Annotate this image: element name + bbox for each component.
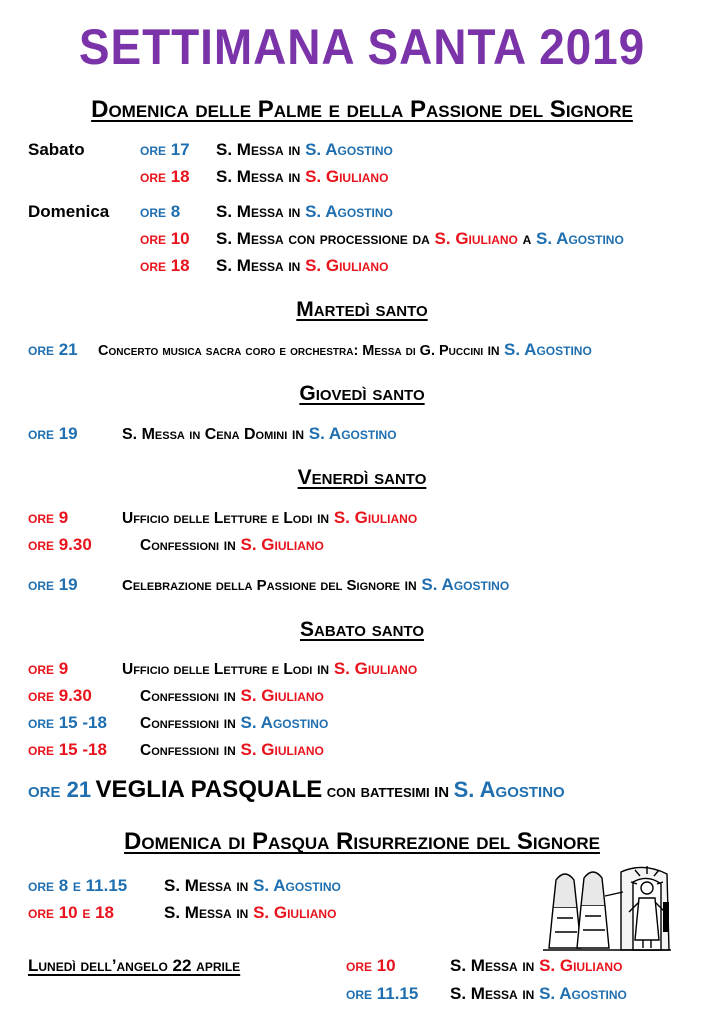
event-text: S. Messa in Cena Domini: [122, 426, 288, 443]
schedule-row: [164, 876, 341, 896]
church-name: S. Agostino: [240, 713, 329, 732]
in-text: in: [223, 713, 236, 732]
event-text: S. Messa con processione da: [216, 229, 430, 248]
event-text: Celebrazione della Passione del Signore: [122, 577, 400, 594]
time-label: ore 19: [28, 424, 78, 443]
time-label: ore 10: [346, 956, 396, 975]
church-name: S. Agostino: [253, 876, 341, 895]
veglia-row: [28, 776, 565, 804]
church-name: S. Agostino: [453, 777, 565, 802]
event-text: Confessioni: [140, 537, 220, 554]
church-name: S. Giuliano: [240, 535, 324, 554]
event-text: Concerto musica sacra coro e orchestra: Messa di G. Puccini: [98, 343, 484, 359]
event-text: Ufficio delle Letture e Lodi: [122, 661, 313, 678]
event-text: S. Messa in: [216, 202, 301, 221]
page-title: SETTIMANA SANTA 2019: [78, 19, 646, 75]
church-name: S. Agostino: [504, 340, 592, 359]
church-name: S. Giuliano: [240, 740, 324, 759]
event-text: S. Messa in: [450, 984, 535, 1003]
in-text: in: [223, 740, 236, 759]
section-heading-lunedi: Lunedì dell’angelo 22 aprile: [28, 956, 241, 975]
time-label: ore 18: [140, 167, 190, 186]
event-text: S. Messa in: [450, 956, 535, 975]
event-text: Confessioni: [140, 688, 220, 705]
in-text: in: [404, 575, 417, 594]
in-text: in: [487, 340, 500, 359]
schedule-row: [216, 140, 393, 160]
schedule-row: [140, 713, 328, 733]
time-label: ore 21: [28, 340, 78, 359]
time-label: ore 9: [28, 659, 69, 678]
church-name: S. Agostino: [305, 140, 393, 159]
church-name: S. Giuliano: [434, 229, 518, 248]
time-label: ore 17: [140, 140, 190, 159]
time-label: ore 15 -18: [28, 713, 107, 732]
in-text: in: [317, 508, 330, 527]
time-label: ore 9.30: [28, 686, 92, 705]
time-label: ore 9.30: [28, 535, 92, 554]
event-text: Confessioni: [140, 715, 220, 732]
day-label-sabato: Sabato: [28, 140, 85, 159]
schedule-row: [216, 229, 624, 249]
time-label: ore 8: [140, 202, 181, 221]
event-text: Confessioni: [140, 742, 220, 759]
time-label: ore 15 -18: [28, 740, 107, 759]
schedule-row: [140, 535, 324, 555]
church-name: S. Giuliano: [333, 659, 418, 678]
section-heading-martedi: Martedì santo: [296, 298, 428, 321]
in-text: in: [223, 535, 236, 554]
time-label: ore 10 e 18: [28, 903, 114, 922]
section-heading-pasqua: Domenica di Pasqua Risurrezione del Signore: [124, 828, 600, 855]
connector-text: a: [522, 229, 532, 248]
section-heading-sabato: Sabato santo: [299, 618, 424, 641]
time-label: ore 10: [140, 229, 190, 248]
schedule-row: [140, 686, 324, 706]
time-label: ore 21: [28, 777, 92, 802]
event-text: Ufficio delle Letture e Lodi: [122, 510, 313, 527]
church-name: S. Agostino: [421, 575, 510, 594]
day-label-domenica: Domenica: [28, 202, 110, 221]
church-name: S. Giuliano: [305, 167, 389, 186]
church-name: S. Giuliano: [305, 256, 389, 275]
church-name: S. Agostino: [308, 424, 397, 443]
event-text: S. Messa in: [216, 140, 301, 159]
church-name: S. Giuliano: [539, 956, 623, 975]
church-name: S. Agostino: [539, 984, 627, 1003]
schedule-row: [450, 984, 627, 1004]
church-name: S. Giuliano: [253, 903, 337, 922]
time-label: ore 18: [140, 256, 190, 275]
section-heading-venerdi: Venerdì santo: [297, 466, 427, 489]
church-name: S. Agostino: [536, 229, 624, 248]
time-label: ore 19: [28, 575, 78, 594]
veglia-title: VEGLIA PASQUALE: [95, 776, 323, 803]
schedule-row: [122, 659, 417, 679]
schedule-row: [122, 575, 509, 595]
time-label: ore 11.15: [346, 984, 419, 1003]
event-text: con battesimi: [326, 781, 430, 801]
time-label: ore 9: [28, 508, 69, 527]
schedule-row: [122, 508, 417, 528]
church-name: S. Giuliano: [333, 508, 418, 527]
schedule-row: [164, 903, 336, 923]
schedule-row: [216, 256, 388, 276]
in-text: in: [317, 659, 330, 678]
resurrection-illustration-icon: [543, 862, 671, 952]
schedule-row: [450, 956, 622, 976]
section-heading-giovedi: Giovedì santo: [299, 382, 425, 405]
event-text: S. Messa in: [164, 876, 249, 895]
schedule-row: [216, 167, 388, 187]
church-name: S. Agostino: [305, 202, 393, 221]
schedule-row: [98, 340, 592, 360]
in-text: in: [434, 777, 450, 802]
church-name: S. Giuliano: [240, 686, 324, 705]
section-heading-palme: Domenica delle Palme e della Passione del Signore: [91, 96, 633, 123]
event-text: S. Messa in: [164, 903, 249, 922]
in-text: in: [223, 686, 236, 705]
in-text: in: [292, 424, 305, 443]
time-label: ore 8 e 11.15: [28, 876, 128, 895]
event-text: S. Messa in: [216, 167, 301, 186]
schedule-row: [216, 202, 393, 222]
event-text: S. Messa in: [216, 256, 301, 275]
schedule-row: [140, 740, 324, 760]
schedule-row: [122, 424, 397, 444]
